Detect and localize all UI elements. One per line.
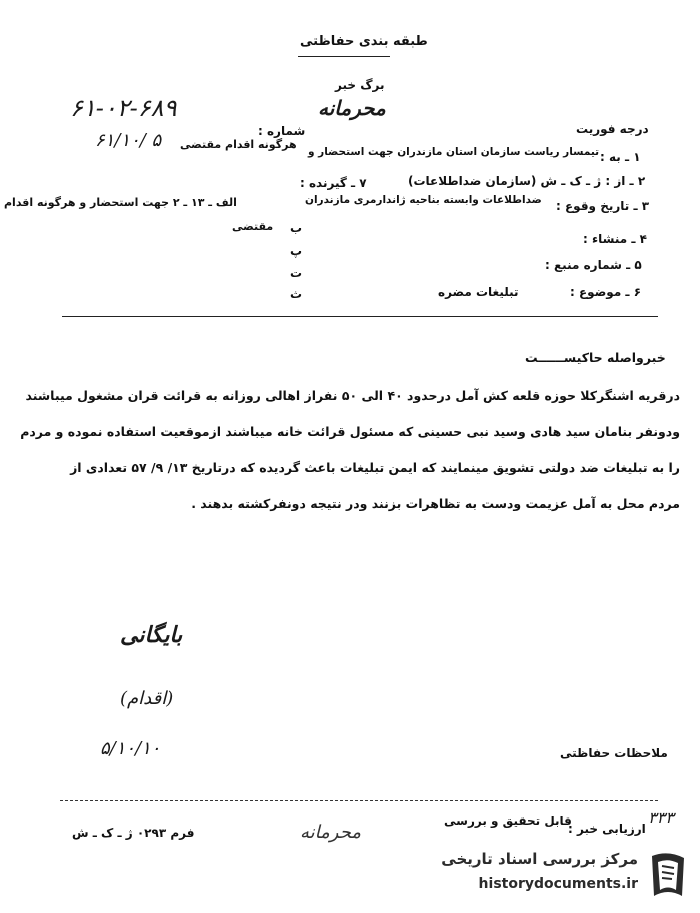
recipient-s: ث [290, 287, 303, 301]
handwritten-margin-date: ۵/۱۰/۱۰ [100, 738, 161, 759]
recipient-a: الف ـ ۱۳ ـ ۲ جهت استحضار و هرگونه اقدام [4, 196, 237, 209]
field-subject-value: تبلیغات مضره [438, 285, 519, 299]
reference-number-label: شماره : [258, 124, 306, 138]
evaluation-label: ارزیابی خبر : [568, 822, 646, 836]
watermark [400, 846, 696, 908]
evaluation-hand: ۳۳۳ [648, 808, 674, 827]
classification-underline [298, 56, 390, 57]
handwritten-signature-note: بایگانی [120, 622, 183, 648]
watermark-url: historydocuments.ir [478, 876, 638, 892]
field-to-value: تیمسار ریاست سازمان استان مازندران جهت استحضار و [308, 146, 600, 158]
secret-stamp-bottom: محرمانه [300, 822, 361, 843]
form-number: فرم ۰۲۹۳ ژ ـ ک ـ ش [72, 826, 195, 840]
handwritten-action-note: (اقدام) [120, 688, 174, 709]
footer-divider [60, 800, 658, 801]
field-report-date-label: ۳ ـ تاریخ وقوع : [556, 199, 650, 213]
reference-action-text: هرگونه اقدام مقتضی [180, 138, 297, 151]
field-from-label: ۲ ـ از : ژ ـ ک ـ ش (سازمان ضداطلاعات) [408, 174, 646, 188]
priority-label: درجه فوریت [576, 122, 649, 136]
body-line-2: ودونفر بنامان سید هادی وسید نبی حسینی که مسئول قرائت خانه میباشند ازموقعیت استفاده نموده و مردم [20, 424, 680, 439]
recipient-b: ب [290, 221, 303, 235]
body-line-4: مردم محل به آمل عزیمت ودست به تظاهرات بزنند ودر نتیجه دونفرکشته بدهند . [191, 496, 680, 511]
field-to-label: ۱ ـ به : [600, 150, 641, 164]
evaluation-value: قابل تحقیق و بررسی [444, 814, 572, 828]
classification-heading: طبقه بندی حفاظتی [300, 34, 428, 49]
field-subject-label: ۶ ـ موضوع : [570, 285, 642, 299]
recipient-action: مقتضی [232, 220, 274, 233]
security-notes-label: ملاحظات حفاظتی [560, 746, 668, 760]
body-line-3: را به تبلیغات ضد دولتی تشویق مینمایند که ایمن تبلیغات باعث گردیده که درتاریخ ۱۳/ ۹/ ۵۷ تعدادی از [70, 460, 680, 475]
form-title: برگ خبر [335, 78, 385, 92]
recipient-label: ۷ ـ گیرنده : [300, 176, 367, 190]
handwritten-doc-number: ۶۱-۰۲-۶۸۹ [70, 94, 177, 122]
secret-stamp-top: محرمانه [318, 96, 386, 120]
recipient-p: پ [290, 244, 303, 258]
watermark-org-name: مرکز بررسی اسناد تاریخی [441, 850, 638, 868]
body-heading: خبرواصله حاکیســــــت [525, 350, 666, 365]
body-line-1: درقریه اشنگرکلا حوزه قلعه کش آمل درحدود ۴۰ الی ۵۰ نفراز اهالی روزانه به قرائت قران مشغول میباشند [25, 388, 680, 403]
field-source-number-label: ۵ ـ شماره منبع : [545, 258, 642, 272]
handwritten-date: ۶۱/۱۰/ ۵ [95, 130, 162, 151]
header-divider [62, 316, 658, 317]
field-origin-label: ۴ ـ منشاء : [583, 232, 647, 246]
history-documents-logo-icon [642, 848, 694, 904]
recipient-t: ت [290, 266, 303, 280]
field-report-date-value: ضداطلاعات وابسته بناحیه ژاندارمری مازندران [305, 194, 542, 206]
